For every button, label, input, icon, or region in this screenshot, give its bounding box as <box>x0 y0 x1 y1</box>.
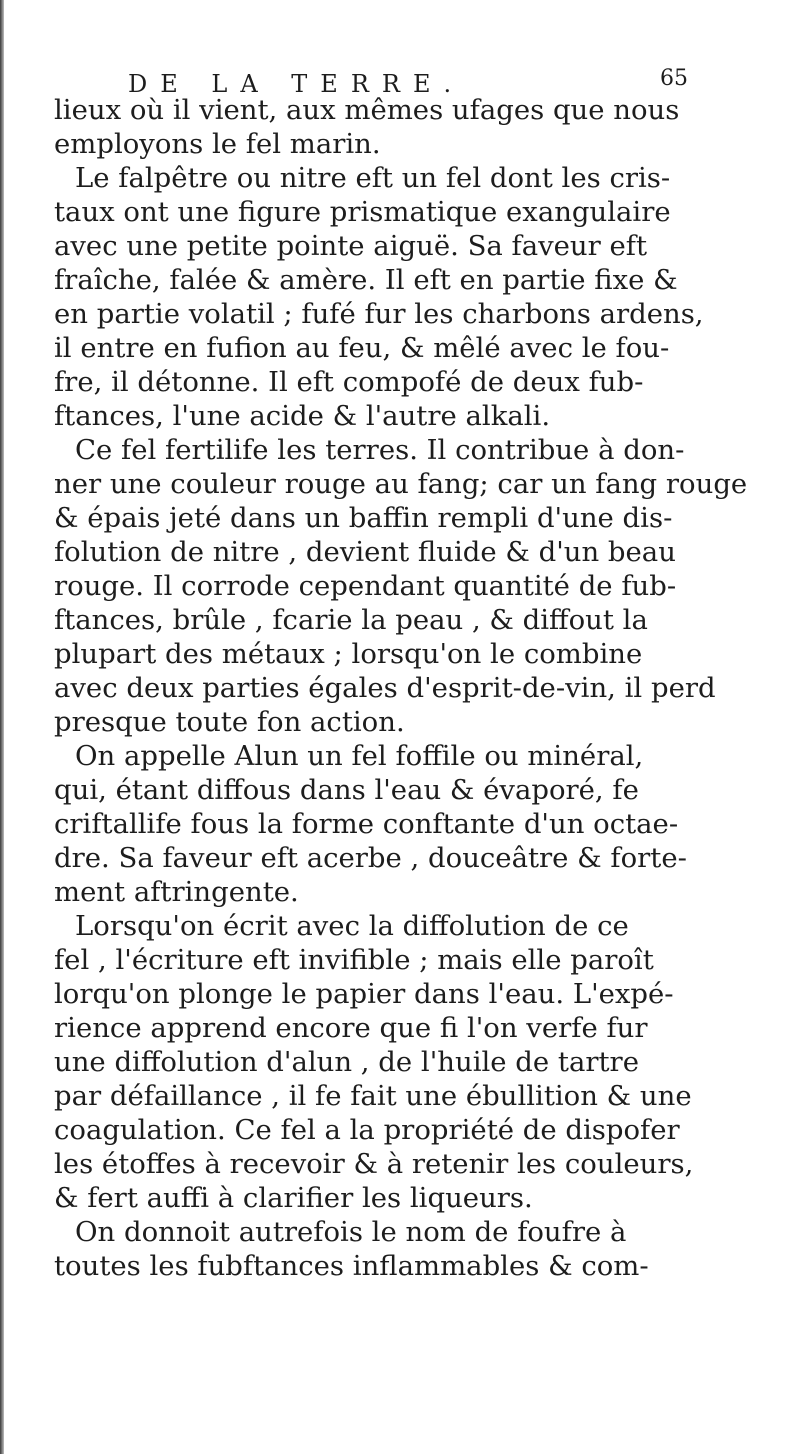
text-line: ftances, l'une acide & l'autre alkali. <box>54 400 551 432</box>
text-line: plupart des métaux ; lorsqu'on le combine <box>54 638 643 670</box>
text-line: coagulation. Ce fel a la propriété de dispofer <box>54 1114 680 1146</box>
text-line: On appelle Alun un fel foffile ou minéral, <box>75 740 644 772</box>
text-line: ftances, brûle , fcarie la peau , & diffout la <box>54 604 648 636</box>
text-line: il entre en fufion au feu, & mêlé avec le fou- <box>54 332 670 364</box>
text-line: lieux où il vient, aux mêmes ufages que nous <box>54 94 680 126</box>
text-line: Lorsqu'on écrit avec la diffolution de ce <box>75 910 629 942</box>
text-line: par défaillance , il fe fait une ébullition & une <box>54 1080 692 1112</box>
text-line: On donnoit autrefois le nom de foufre à <box>75 1216 627 1248</box>
page-spine-shadow <box>0 0 4 1454</box>
text-line: dre. Sa faveur eft acerbe , douceâtre & forte- <box>54 842 687 874</box>
text-line: une diffolution d'alun , de l'huile de tartre <box>54 1046 639 1078</box>
text-line: fraîche, falée & amère. Il eft en partie fixe & <box>54 264 678 296</box>
text-line: fre, il détonne. Il eft compofé de deux fub- <box>54 366 644 398</box>
text-line: toutes les fubftances inflammables & com- <box>54 1250 649 1282</box>
text-line: qui, étant diffous dans l'eau & évaporé, fe <box>54 774 639 806</box>
text-line: Ce fel fertilife les terres. Il contribue à don- <box>75 434 685 466</box>
text-line: criftallife fous la forme conftante d'un octae- <box>54 808 679 840</box>
text-line: ment aftringente. <box>54 876 299 908</box>
text-line: Le falpêtre ou nitre eft un fel dont les cris- <box>75 162 671 194</box>
text-line: lorqu'on plonge le papier dans l'eau. L'expé- <box>54 978 674 1010</box>
text-line: avec deux parties égales d'esprit-de-vin, il perd <box>54 672 716 704</box>
text-line: fel , l'écriture eft invifible ; mais elle paroît <box>54 944 654 976</box>
page-number: 65 <box>660 66 688 91</box>
text-line: rience apprend encore que fi l'on verfe fur <box>54 1012 648 1044</box>
text-line: & épais jeté dans un baffin rempli d'une dis- <box>54 502 673 534</box>
text-line: rouge. Il corrode cependant quantité de fub- <box>54 570 677 602</box>
text-line: & fert auffi à clarifier les liqueurs. <box>54 1182 533 1214</box>
text-line: employons le fel marin. <box>54 128 381 160</box>
text-line: taux ont une figure prismatique exangulaire <box>54 196 671 228</box>
text-line: en partie volatil ; fufé fur les charbons ardens, <box>54 298 704 330</box>
text-line: ner une couleur rouge au fang; car un fang rouge <box>54 468 748 500</box>
running-title: DE LA TERRE. <box>128 70 465 98</box>
text-line: les étoffes à recevoir & à retenir les couleurs, <box>54 1148 694 1180</box>
text-line: avec une petite pointe aiguë. Sa faveur eft <box>54 230 648 262</box>
text-line: presque toute fon action. <box>54 706 405 738</box>
text-line: folution de nitre , devient fluide & d'un beau <box>54 536 676 568</box>
